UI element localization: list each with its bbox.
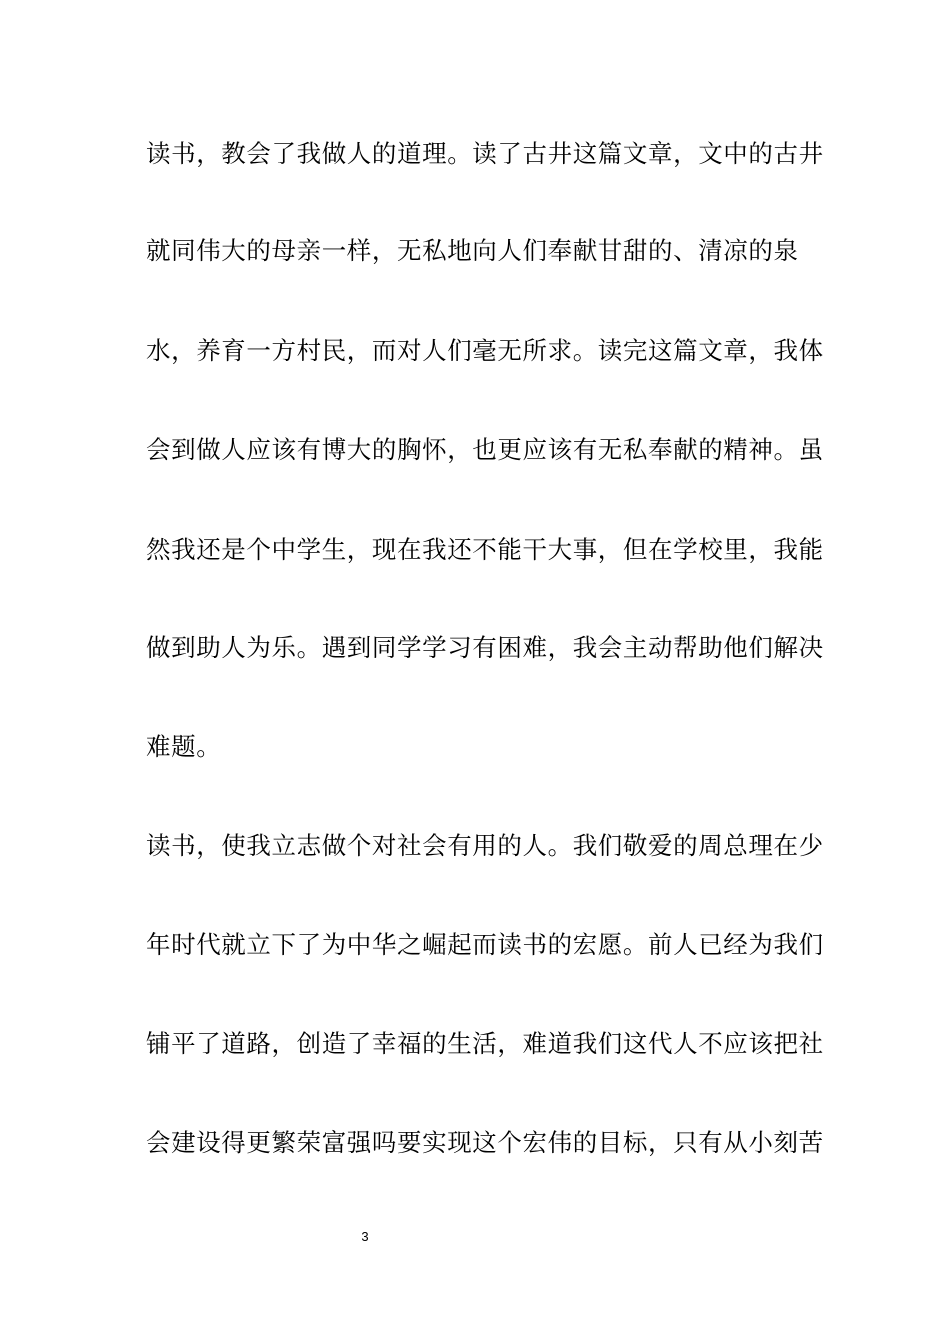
paragraph-line: 水，养育一方村民，而对人们毫无所求。读完这篇文章，我体 [146,336,824,365]
paragraph-line: 然我还是个中学生，现在我还不能干大事，但在学校里，我能 [146,535,824,564]
paragraph-line: 年时代就立下了为中华之崛起而读书的宏愿。前人已经为我们 [146,930,824,959]
paragraph-line: 就同伟大的母亲一样，无私地向人们奉献甘甜的、清凉的泉 [146,236,799,265]
paragraph-line: 做到助人为乐。遇到同学学习有困难，我会主动帮助他们解决 [146,633,824,662]
paragraph-line: 读书，使我立志做个对社会有用的人。我们敬爱的周总理在少 [146,831,824,860]
paragraph-line: 会到做人应该有博大的胸怀，也更应该有无私奉献的精神。虽 [146,435,824,464]
page-number: 3 [361,1229,369,1244]
paragraph-line: 铺平了道路，创造了幸福的生活，难道我们这代人不应该把社 [146,1029,824,1058]
paragraph-line: 会建设得更繁荣富强吗要实现这个宏伟的目标，只有从小刻苦 [146,1128,824,1157]
paragraph-line: 读书，教会了我做人的道理。读了古井这篇文章，文中的古井 [146,139,824,168]
paragraph-line: 难题。 [146,732,222,761]
